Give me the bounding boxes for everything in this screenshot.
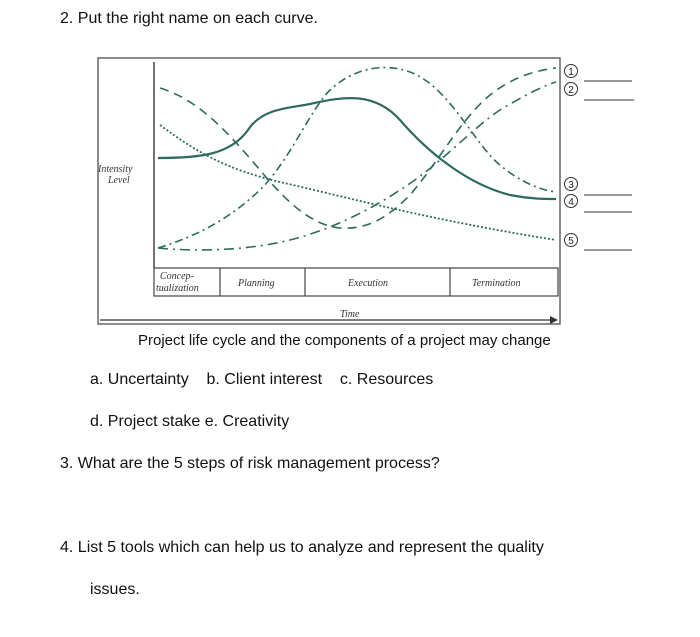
curve-marker-3 — [565, 178, 633, 196]
curve-marker-4 — [565, 195, 633, 213]
curve-number-1: 1 — [568, 67, 574, 78]
x-axis-label: Time — [340, 309, 360, 320]
curve-number-3: 3 — [568, 180, 574, 191]
curve-marker-2 — [565, 83, 635, 101]
figure-caption: Project life cycle and the components of a project may change — [138, 332, 551, 349]
y-axis-label-line2: Level — [108, 175, 130, 186]
curve-marker-1 — [565, 65, 633, 82]
curve-number-5: 5 — [568, 236, 574, 247]
curve-dotted-decline — [160, 125, 556, 240]
question-4: 4. List 5 tools which can help us to analyze and represent the quality — [60, 539, 544, 556]
curve-marker-5 — [565, 234, 633, 251]
curve-dash-dot-rising — [158, 82, 556, 250]
time-axis-arrow — [550, 316, 558, 324]
phase-label-conceptualization: Concep- — [160, 271, 194, 282]
curve-number-4: 4 — [568, 197, 574, 208]
phase-label-execution: Execution — [348, 278, 388, 289]
curve-number-2: 2 — [568, 85, 574, 96]
question-3: 3. What are the 5 steps of risk management process? — [60, 455, 440, 472]
phase-label-termination: Termination — [472, 278, 521, 289]
question-4-continued: issues. — [90, 581, 140, 598]
answer-options-line2: d. Project stake e. Creativity — [90, 413, 290, 430]
phase-label-conceptualization-2: tualization — [156, 283, 199, 294]
phase-label-planning: Planning — [238, 278, 275, 289]
curve-dashed-long — [160, 68, 556, 228]
answer-options-line1: a. Uncertainty b. Client interest c. Resources — [90, 371, 434, 388]
question-2: 2. Put the right name on each curve. — [60, 10, 318, 27]
curve-dash-dot-top — [158, 68, 556, 248]
y-axis-label-line1: Intensity — [98, 164, 133, 175]
